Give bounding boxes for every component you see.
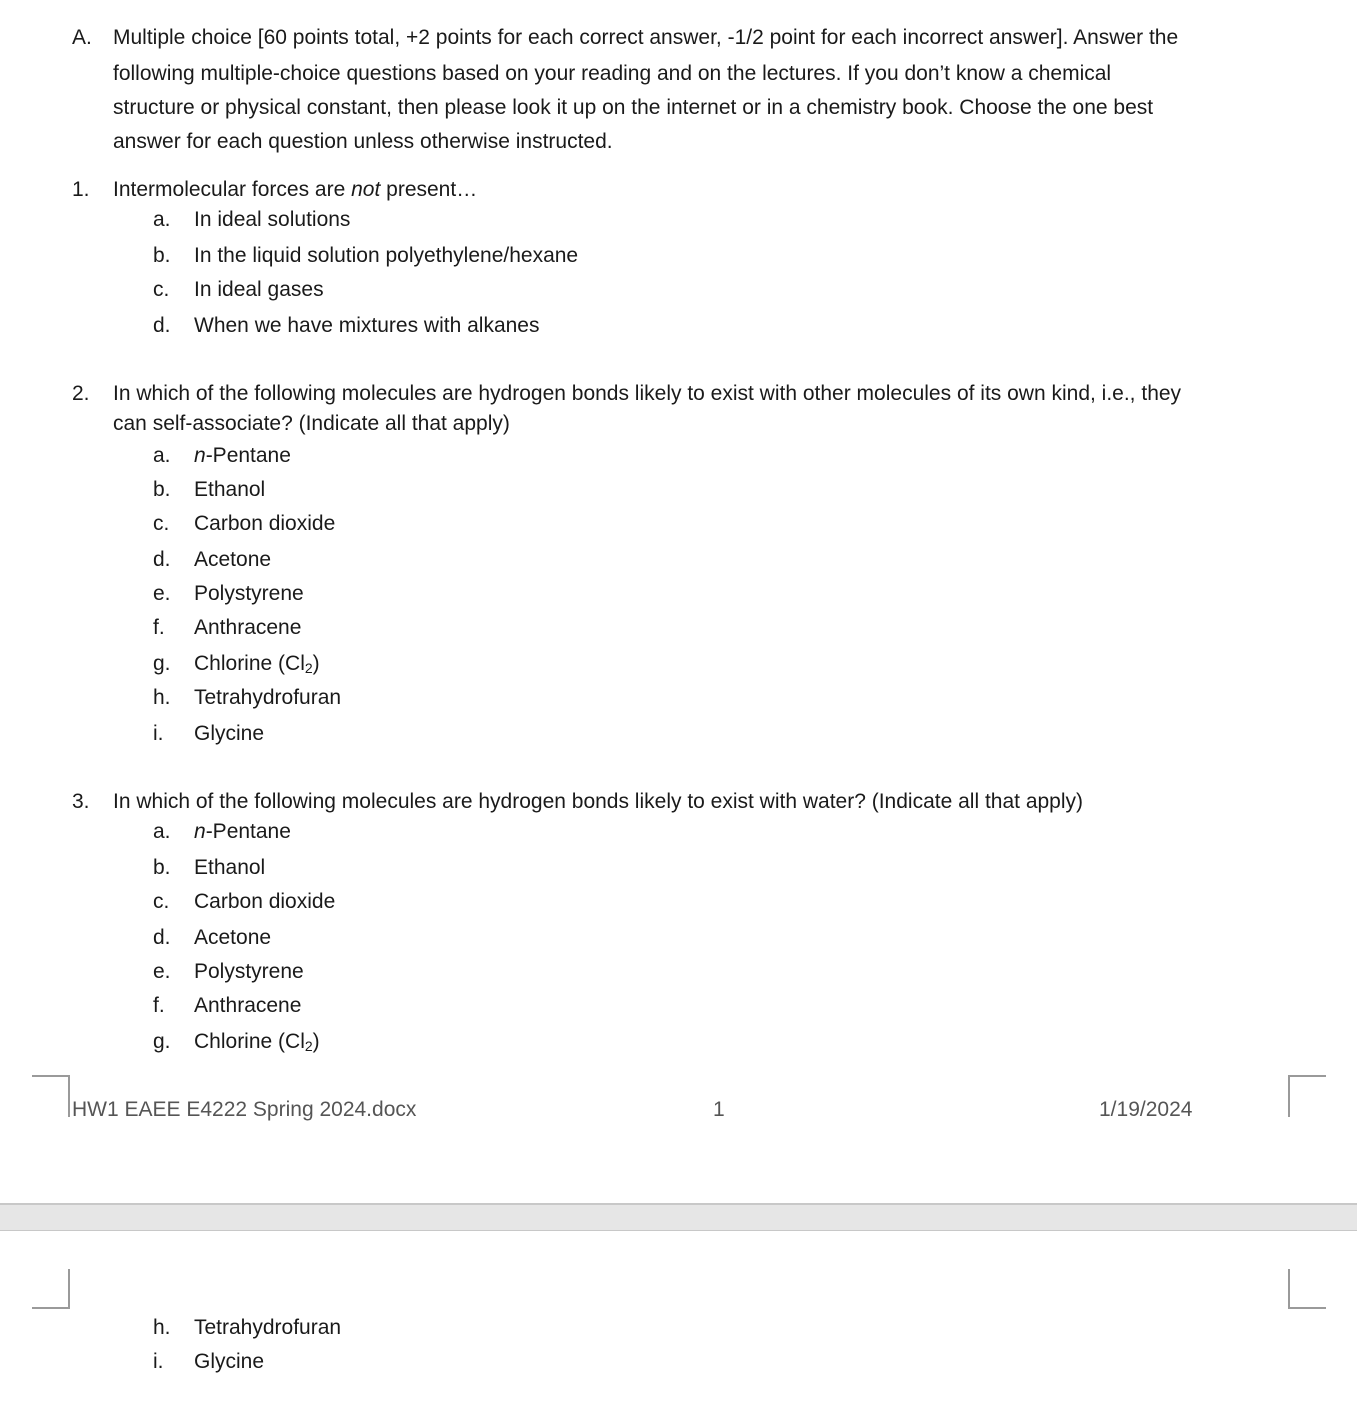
question-text-line-1: In which of the following molecules are hydrogen bonds likely to exist with other molecules of its own kind, i.e., they: [113, 382, 1182, 405]
option-e[interactable]: e. Polystyrene: [153, 582, 304, 605]
option-b[interactable]: b. Ethanol: [153, 478, 266, 501]
option-b[interactable]: b. Ethanol: [153, 856, 266, 879]
option-f[interactable]: f. Anthracene: [153, 994, 302, 1017]
option-c[interactable]: c. Carbon dioxide: [153, 890, 336, 913]
option-g[interactable]: g. Chlorine $(Cl_2)$: [153, 1030, 320, 1054]
option-d[interactable]: d. When we have mixtures with alkanes: [153, 314, 540, 337]
page-break-gap: [0, 1203, 1357, 1231]
option-f[interactable]: f. Anthracene: [153, 616, 302, 639]
option-a[interactable]: a. In ideal solutions: [153, 208, 351, 231]
option-h[interactable]: h. Tetrahydrofuran: [153, 1316, 342, 1339]
option-d[interactable]: d. Acetone: [153, 926, 272, 949]
section-instructions-line-3: structure or physical constant, then please look it up on the internet or in a chemistry book. Choose the one best: [113, 96, 1154, 119]
section-label: A.: [72, 26, 92, 49]
question-text-line-2: can self-associate? (Indicate all that apply): [113, 412, 510, 435]
question-number: 3.: [72, 790, 90, 813]
option-a[interactable]: a. n-Pentane: [153, 820, 291, 843]
question-number: 2.: [72, 382, 90, 405]
margin-corner-mark: [1288, 1075, 1326, 1117]
margin-corner-mark: [32, 1075, 70, 1117]
footer-date: 1/19/2024: [1099, 1098, 1193, 1121]
option-i[interactable]: i. Glycine: [153, 1350, 265, 1373]
footer-page-number: 1: [713, 1098, 725, 1121]
margin-corner-mark: [1288, 1269, 1326, 1309]
question-text: Intermolecular forces are not present…: [113, 178, 478, 201]
option-b[interactable]: b. In the liquid solution polyethylene/hexane: [153, 244, 579, 267]
section-instructions-line-1: Multiple choice [60 points total, +2 points for each correct answer, -1/2 point for each incorrect answer]. Answer the: [113, 26, 1179, 49]
option-e[interactable]: e. Polystyrene: [153, 960, 304, 983]
option-h[interactable]: h. Tetrahydrofuran: [153, 686, 342, 709]
option-d[interactable]: d. Acetone: [153, 548, 272, 571]
section-instructions-line-2: following multiple-choice questions based on your reading and on the lectures. If you don’t know a chemical: [113, 62, 1112, 85]
document-page-2: [0, 1231, 1357, 1417]
option-c[interactable]: c. Carbon dioxide: [153, 512, 336, 535]
option-i[interactable]: i. Glycine: [153, 722, 265, 745]
option-a[interactable]: a. n-Pentane: [153, 444, 291, 467]
footer-filename: HW1 EAEE E4222 Spring 2024.docx: [72, 1098, 417, 1121]
margin-corner-mark: [32, 1269, 70, 1309]
option-g[interactable]: g. Chlorine $(Cl_2)$: [153, 652, 320, 676]
question-number: 1.: [72, 178, 90, 201]
question-text: In which of the following molecules are hydrogen bonds likely to exist with water? (Indicate all that apply): [113, 790, 1084, 813]
option-c[interactable]: c. In ideal gases: [153, 278, 324, 301]
section-instructions-line-4: answer for each question unless otherwise instructed.: [113, 130, 613, 153]
